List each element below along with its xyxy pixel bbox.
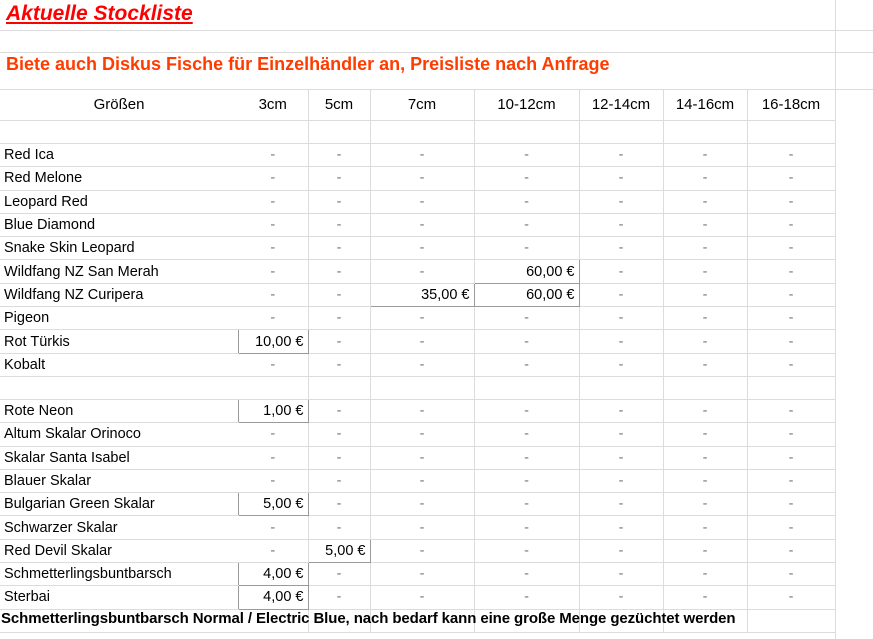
value-cell: - — [308, 190, 370, 213]
value-cell: - — [663, 237, 747, 260]
value-cell: - — [308, 260, 370, 283]
value-cell: - — [579, 539, 663, 562]
fish-name-cell: Red Melone — [0, 167, 238, 190]
value-cell: - — [579, 260, 663, 283]
value-cell: - — [663, 190, 747, 213]
value-cell: - — [579, 167, 663, 190]
value-cell: - — [579, 307, 663, 330]
value-cell: - — [370, 144, 474, 167]
table-row — [0, 469, 835, 492]
value-cell: - — [663, 283, 747, 306]
fish-name-cell: Kobalt — [0, 353, 238, 376]
value-cell: - — [579, 493, 663, 516]
table-row — [0, 237, 835, 260]
value-cell: - — [579, 213, 663, 236]
grid-line — [0, 30, 873, 31]
value-cell: - — [474, 563, 579, 586]
value-cell: - — [474, 586, 579, 609]
header-cell: 12-14cm — [579, 90, 663, 121]
price-cell: 35,00 € — [370, 283, 474, 306]
value-cell: - — [474, 516, 579, 539]
table-row — [0, 283, 835, 306]
value-cell: - — [579, 190, 663, 213]
value-cell: - — [579, 144, 663, 167]
fish-name-cell: Schmetterlingsbuntbarsch — [0, 563, 238, 586]
value-cell: - — [663, 213, 747, 236]
value-cell: - — [238, 307, 308, 330]
fish-name-cell: Red Devil Skalar — [0, 539, 238, 562]
value-cell: - — [747, 586, 835, 609]
table-row — [0, 190, 835, 213]
value-cell: - — [370, 399, 474, 422]
value-cell: - — [308, 167, 370, 190]
value-cell: - — [663, 353, 747, 376]
fish-name-cell — [0, 121, 238, 144]
value-cell: - — [663, 167, 747, 190]
value-cell: - — [747, 493, 835, 516]
value-cell: - — [370, 190, 474, 213]
table-header-row — [0, 90, 835, 121]
table-row — [0, 353, 835, 376]
value-cell: - — [747, 516, 835, 539]
value-cell: - — [474, 144, 579, 167]
value-cell: - — [238, 516, 308, 539]
value-cell: - — [238, 353, 308, 376]
table-row — [0, 213, 835, 236]
value-cell: - — [308, 516, 370, 539]
header-cell: Größen — [0, 90, 238, 121]
value-cell: - — [474, 539, 579, 562]
value-cell: - — [747, 190, 835, 213]
fish-name-cell: Snake Skin Leopard — [0, 237, 238, 260]
value-cell: - — [370, 353, 474, 376]
fish-name-cell: Rot Türkis — [0, 330, 238, 353]
value-cell: - — [747, 353, 835, 376]
value-cell: - — [579, 563, 663, 586]
value-cell: - — [663, 307, 747, 330]
value-cell — [747, 609, 835, 632]
fish-name-cell: Wildfang NZ San Merah — [0, 260, 238, 283]
header-cell: 7cm — [370, 90, 474, 121]
value-cell: - — [308, 353, 370, 376]
value-cell: - — [370, 563, 474, 586]
table-row — [0, 586, 835, 609]
table-row — [0, 376, 835, 399]
fish-name-cell: Red Ica — [0, 144, 238, 167]
value-cell: - — [308, 423, 370, 446]
value-cell: - — [474, 330, 579, 353]
table-row — [0, 121, 835, 144]
value-cell: - — [238, 283, 308, 306]
value-cell: - — [663, 516, 747, 539]
value-cell — [238, 121, 308, 144]
value-cell: - — [238, 167, 308, 190]
value-cell — [474, 121, 579, 144]
fish-name-cell: Schwarzer Skalar — [0, 516, 238, 539]
value-cell: - — [308, 237, 370, 260]
value-cell: - — [747, 399, 835, 422]
value-cell: - — [747, 539, 835, 562]
value-cell: - — [663, 144, 747, 167]
price-cell: 60,00 € — [474, 283, 579, 306]
header-cell: 16-18cm — [747, 90, 835, 121]
table-row — [0, 563, 835, 586]
price-cell: 60,00 € — [474, 260, 579, 283]
value-cell: - — [308, 307, 370, 330]
fish-name-cell: Wildfang NZ Curipera — [0, 283, 238, 306]
value-cell: - — [308, 330, 370, 353]
value-cell: - — [238, 539, 308, 562]
value-cell: - — [308, 563, 370, 586]
page-title: Aktuelle Stockliste — [6, 2, 193, 25]
table-row — [0, 446, 835, 469]
value-cell: - — [474, 446, 579, 469]
value-cell: - — [238, 237, 308, 260]
value-cell: - — [663, 493, 747, 516]
page-subtitle: Biete auch Diskus Fische für Einzelhändler an, Preisliste nach Anfrage — [6, 54, 610, 74]
value-cell: - — [747, 144, 835, 167]
fish-name-cell: Sterbai — [0, 586, 238, 609]
price-cell: 4,00 € — [238, 586, 308, 609]
fish-name-cell — [0, 376, 238, 399]
value-cell: - — [370, 213, 474, 236]
fish-name-cell: Leopard Red — [0, 190, 238, 213]
value-cell — [370, 121, 474, 144]
value-cell: - — [308, 493, 370, 516]
value-cell: - — [474, 307, 579, 330]
value-cell: - — [579, 516, 663, 539]
fish-name-cell: Blue Diamond — [0, 213, 238, 236]
header-cell: 10-12cm — [474, 90, 579, 121]
value-cell: - — [474, 167, 579, 190]
value-cell: - — [370, 469, 474, 492]
table-row — [0, 423, 835, 446]
value-cell: - — [747, 469, 835, 492]
value-cell: - — [308, 213, 370, 236]
value-cell: - — [238, 446, 308, 469]
value-cell: - — [747, 260, 835, 283]
value-cell: - — [474, 399, 579, 422]
value-cell: - — [747, 167, 835, 190]
fish-name-cell: Bulgarian Green Skalar — [0, 493, 238, 516]
value-cell: - — [370, 307, 474, 330]
header-cell: 3cm — [238, 90, 308, 121]
value-cell: - — [474, 237, 579, 260]
value-cell: - — [308, 399, 370, 422]
value-cell: - — [370, 493, 474, 516]
value-cell: - — [238, 469, 308, 492]
value-cell: - — [238, 423, 308, 446]
value-cell — [663, 376, 747, 399]
value-cell: - — [238, 190, 308, 213]
fish-name-cell: Blauer Skalar — [0, 469, 238, 492]
value-cell: - — [474, 469, 579, 492]
fish-name-cell: Rote Neon — [0, 399, 238, 422]
table-row — [0, 399, 835, 422]
value-cell: - — [474, 213, 579, 236]
footer-note: Schmetterlingsbuntbarsch Normal / Electric Blue, nach bedarf kann eine große Menge gezüchtet werden — [1, 610, 736, 627]
stock-table — [0, 90, 836, 633]
value-cell: - — [663, 423, 747, 446]
price-cell: 1,00 € — [238, 399, 308, 422]
value-cell: - — [579, 399, 663, 422]
table-row — [0, 539, 835, 562]
value-cell: - — [579, 283, 663, 306]
value-cell: - — [579, 423, 663, 446]
value-cell: - — [663, 586, 747, 609]
value-cell — [579, 376, 663, 399]
price-cell: 5,00 € — [308, 539, 370, 562]
value-cell: - — [663, 330, 747, 353]
table-row — [0, 516, 835, 539]
value-cell: - — [308, 469, 370, 492]
value-cell — [238, 376, 308, 399]
value-cell: - — [663, 539, 747, 562]
value-cell: - — [747, 423, 835, 446]
value-cell: - — [370, 586, 474, 609]
value-cell: - — [370, 260, 474, 283]
value-cell — [308, 376, 370, 399]
value-cell: - — [370, 446, 474, 469]
price-cell: 10,00 € — [238, 330, 308, 353]
value-cell: - — [308, 586, 370, 609]
header-cell: 14-16cm — [663, 90, 747, 121]
fish-name-cell: Altum Skalar Orinoco — [0, 423, 238, 446]
value-cell — [370, 376, 474, 399]
value-cell: - — [308, 144, 370, 167]
value-cell: - — [370, 539, 474, 562]
value-cell: - — [474, 190, 579, 213]
value-cell: - — [308, 446, 370, 469]
value-cell: - — [747, 307, 835, 330]
value-cell: - — [579, 469, 663, 492]
value-cell: - — [747, 283, 835, 306]
price-cell: 4,00 € — [238, 563, 308, 586]
value-cell: - — [747, 563, 835, 586]
table-row — [0, 330, 835, 353]
table-row — [0, 260, 835, 283]
value-cell — [663, 121, 747, 144]
value-cell: - — [370, 516, 474, 539]
table-row — [0, 493, 835, 516]
value-cell: - — [474, 493, 579, 516]
fish-name-cell: Skalar Santa Isabel — [0, 446, 238, 469]
value-cell — [747, 121, 835, 144]
value-cell: - — [474, 423, 579, 446]
value-cell: - — [663, 399, 747, 422]
value-cell — [579, 121, 663, 144]
value-cell: - — [370, 237, 474, 260]
value-cell: - — [579, 353, 663, 376]
value-cell: - — [579, 586, 663, 609]
value-cell: - — [663, 446, 747, 469]
table-row — [0, 167, 835, 190]
value-cell: - — [663, 260, 747, 283]
table-row — [0, 307, 835, 330]
value-cell — [747, 376, 835, 399]
value-cell: - — [370, 423, 474, 446]
value-cell: - — [579, 446, 663, 469]
value-cell: - — [238, 144, 308, 167]
header-cell: 5cm — [308, 90, 370, 121]
value-cell: - — [747, 446, 835, 469]
grid-line — [0, 52, 873, 53]
price-cell: 5,00 € — [238, 493, 308, 516]
value-cell: - — [579, 330, 663, 353]
value-cell: - — [308, 283, 370, 306]
value-cell: - — [370, 167, 474, 190]
value-cell: - — [474, 353, 579, 376]
fish-name-cell: Pigeon — [0, 307, 238, 330]
value-cell: - — [747, 330, 835, 353]
value-cell — [308, 121, 370, 144]
table-row — [0, 144, 835, 167]
value-cell: - — [579, 237, 663, 260]
value-cell: - — [238, 260, 308, 283]
value-cell: - — [747, 237, 835, 260]
value-cell: - — [370, 330, 474, 353]
value-cell — [474, 376, 579, 399]
value-cell: - — [663, 469, 747, 492]
value-cell: - — [663, 563, 747, 586]
value-cell: - — [747, 213, 835, 236]
value-cell: - — [238, 213, 308, 236]
